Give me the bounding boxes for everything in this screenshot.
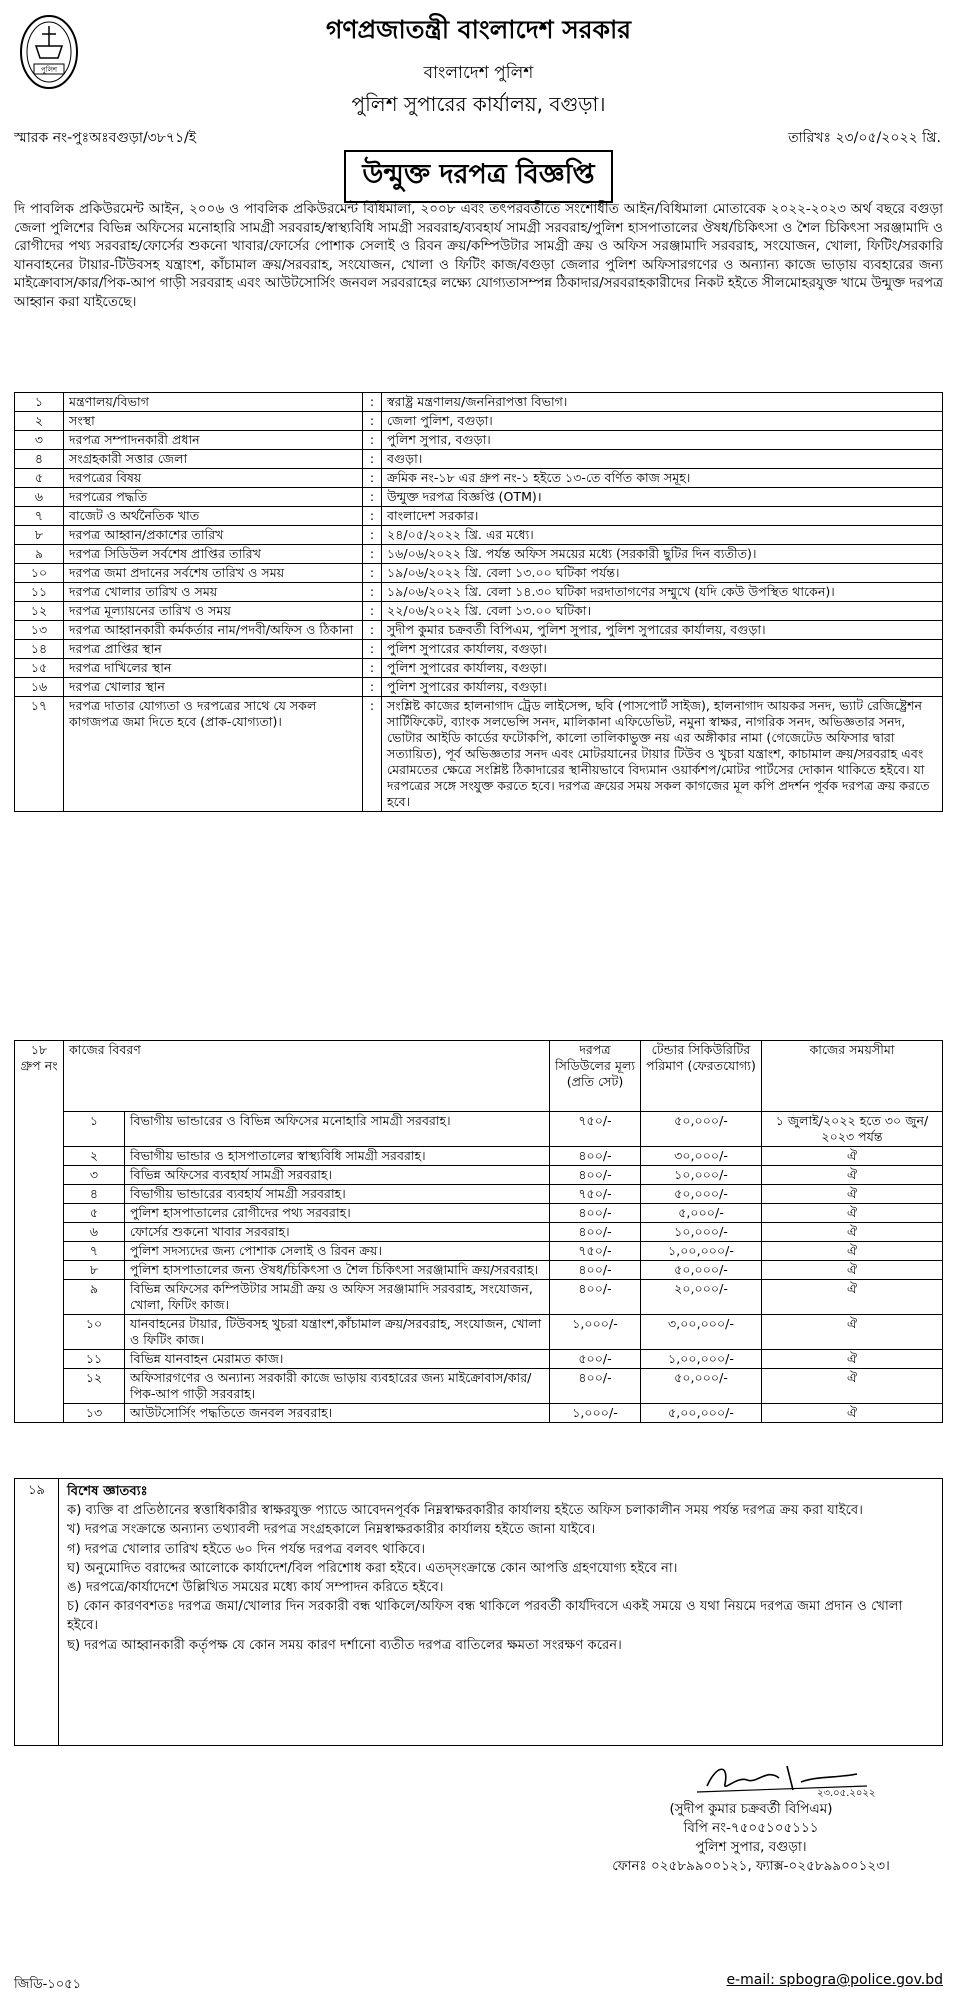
group-row-period: ঐ bbox=[762, 1166, 943, 1185]
group-row-period: ঐ bbox=[762, 1280, 943, 1315]
info-table bbox=[14, 392, 943, 812]
group-row-period: ঐ bbox=[762, 1204, 943, 1223]
special-note-item: ছ) দরপত্র আহ্বানকারী কর্তৃপক্ষ যে কোন সময় কারণ দর্শানো ব্যতীত দরপত্র বাতিলের ক্ষমতা সংরক্ষণ করেন। bbox=[67, 1637, 622, 1653]
info-row-colon: : bbox=[363, 507, 382, 526]
info-row bbox=[15, 640, 943, 659]
info-row-colon: : bbox=[363, 488, 382, 507]
info-row-label: দরপত্র আহ্বানকারী কর্মকর্তার নাম/পদবী/অফিস ও ঠিকানা bbox=[64, 621, 363, 640]
info-row-colon: : bbox=[363, 697, 382, 812]
contact-email[interactable]: e-mail: spbogra@police.gov.bd bbox=[726, 1972, 943, 1988]
info-row-number: ১৪ bbox=[15, 640, 64, 659]
group-row-period: ঐ bbox=[762, 1315, 943, 1350]
group-row-price: ৪০০/- bbox=[550, 1204, 641, 1223]
info-row-value: পুলিশ সুপারের কার্যালয়, বগুড়া। bbox=[382, 640, 943, 659]
group-row-price: ৭৫০/- bbox=[550, 1185, 641, 1204]
signatory-bp: বিপি নং-৭৫০৫১০৫১১১ bbox=[683, 1820, 819, 1836]
signatory-name: (সুদীপ কুমার চক্রবর্তী বিপিএম) bbox=[669, 1801, 833, 1817]
info-row-label: দরপত্রের বিষয় bbox=[64, 469, 363, 488]
group-row-description: পুলিশ হাসপাতালের জন্য ঔষধ/চিকিৎসা ও শৈল চিকিৎসা সরঞ্জামাদি ক্রয়/সরবরাহ। bbox=[125, 1261, 550, 1280]
header-schedule-price: দরপত্র সিডিউলের মূল্য (প্রতি সেট) bbox=[550, 1041, 641, 1112]
info-row-value: সংশ্লিষ্ট কাজের হালনাগাদ ট্রেড লাইসেন্স, ছবি (পাসপোর্ট সাইজ), হালনাগাদ আয়কর সনদ, ভ্যাট রেজিষ্ট্রেশন সার্টিফিকেট, ব্যাংক সলভেন্সি সনদ, মালিকানা এফিডেভিট, নমুনা স্বাক্ষর, নাগরিক সনদ, অভিজ্ঞতার সনদ, ভোটার আইডি কার্ডের ফটোকপি, কালো তালিকাভুক্ত নয় এর অঙ্গীকার নামা (গেজেটেড অফিসার দ্বারা সত্যায়িত), পূর্ব অভিজ্ঞতার সনদ এবং মোটরযানের টায়ার টিউব ও খুচরা যন্ত্রাংশ, কাচামাল ক্রয়/সরবরাহ এবং মেরামতের ক্ষেত্রে সংশ্লিষ্ট ঠিকাদারের স্থানীয়ভাবে বিদ্যমান ওয়ার্কশপ/মোটর পার্টসের দোকান থাকিতে হইবে। যা দরপত্রের সঙ্গে সংযুক্ত করতে হবে। দরপত্র ক্রয়ের সময় সকল কাগজের মূল কপি প্রদর্শন পূর্বক দরপত্র ক্রয় করতে হবে। bbox=[382, 697, 943, 812]
header bbox=[0, 0, 957, 190]
info-row-number: ১৭ bbox=[15, 697, 64, 812]
group-row-period: ঐ bbox=[762, 1261, 943, 1280]
special-note-item: গ) দরপত্র খোলার তারিখ হইতে ৬০ দিন পর্যন্ত দরপত্র বলবৎ থাকিবে। bbox=[67, 1541, 426, 1557]
info-row bbox=[15, 545, 943, 564]
group-row-description: বিভিন্ন অফিসের ব্যবহার্য সামগ্রী সরবরাহ। bbox=[125, 1166, 550, 1185]
special-notes bbox=[14, 1478, 943, 1746]
signatory-phone: ফোনঃ ০২৫৮৯৯০০১২১, ফ্যাক্স-০২৫৮৯৯০০১২৩। bbox=[612, 1858, 890, 1874]
special-note-item: ঙ) দরপত্রে/কার্যাদেশে উল্লিখিত সময়ের মধ্যে কার্য সম্পাদন করিতে হইবে। bbox=[67, 1580, 444, 1596]
group-row-price: ১,০০০/- bbox=[550, 1404, 641, 1423]
footer-id: জিডি-১০৫১ bbox=[14, 1977, 82, 1992]
info-row-number: ১৬ bbox=[15, 678, 64, 697]
info-row-value: বাংলাদেশ সরকার। bbox=[382, 507, 943, 526]
group-label: ১৮ গ্রুপ নং bbox=[15, 1041, 64, 1423]
group-row-period: ঐ bbox=[762, 1350, 943, 1369]
group-row-security: ১,০০,০০০/- bbox=[641, 1350, 762, 1369]
info-row-value: পুলিশ সুপার, বগুড়া। bbox=[382, 431, 943, 450]
info-row bbox=[15, 583, 943, 602]
group-row bbox=[15, 1112, 943, 1147]
group-row-security: ২০,০০০/- bbox=[641, 1280, 762, 1315]
info-row-value: পুলিশ সুপারের কার্যালয়, বগুড়া। bbox=[382, 678, 943, 697]
header-period: কাজের সময়সীমা bbox=[762, 1041, 943, 1112]
info-row-number: ২ bbox=[15, 412, 64, 431]
department-name: বাংলাদেশ পুলিশ bbox=[423, 63, 534, 83]
group-row-price: ৪০০/- bbox=[550, 1166, 641, 1185]
group-row-price: ৫০০/- bbox=[550, 1350, 641, 1369]
notice-title-box bbox=[0, 150, 957, 203]
info-row-colon: : bbox=[363, 469, 382, 488]
info-row-colon: : bbox=[363, 640, 382, 659]
info-row-value: ক্রমিক নং-১৮ এর গ্রুপ নং-১ হইতে ১৩-তে বর্ণিত কাজ সমূহ। bbox=[382, 469, 943, 488]
group-row-description: বিভিন্ন অফিসের কম্পিউটার সামগ্রী ক্রয় ও অফিস সরঞ্জামাদি সরবরাহ, সংযোজন, খোলা, ফিটিং কাজ। bbox=[125, 1280, 550, 1315]
group-row-number: ৩ bbox=[64, 1166, 125, 1185]
info-row bbox=[15, 678, 943, 697]
group-row-price: ৪০০/- bbox=[550, 1147, 641, 1166]
group-row-description: বিভাগীয় ভান্ডারের ব্যবহার্য সামগ্রী সরবরাহ। bbox=[125, 1185, 550, 1204]
memo-number: স্মারক নং-পুঃঅঃবগুড়া/৩৮৭১/ই bbox=[14, 130, 197, 146]
info-row-label: দরপত্র আহ্বান/প্রকাশের তারিখ bbox=[64, 526, 363, 545]
group-row bbox=[15, 1147, 943, 1166]
info-row-label: দরপত্রের পদ্ধতি bbox=[64, 488, 363, 507]
info-row-number: ৫ bbox=[15, 469, 64, 488]
group-row-number: ৬ bbox=[64, 1223, 125, 1242]
info-row-colon: : bbox=[363, 393, 382, 412]
group-row-period: ঐ bbox=[762, 1185, 943, 1204]
info-row-value: ১৯/০৬/২০২২ খ্রি. বেলা ১৩.০০ ঘটিকা পর্যন্ত। bbox=[382, 564, 943, 583]
group-row-security: ১০,০০০/- bbox=[641, 1166, 762, 1185]
group-row-number: ২ bbox=[64, 1147, 125, 1166]
info-row-value: বগুড়া। bbox=[382, 450, 943, 469]
info-row bbox=[15, 507, 943, 526]
info-row-number: ১৩ bbox=[15, 621, 64, 640]
group-row-security: ১০,০০০/- bbox=[641, 1223, 762, 1242]
info-row-colon: : bbox=[363, 450, 382, 469]
group-row-number: ৫ bbox=[64, 1204, 125, 1223]
group-row-period: ঐ bbox=[762, 1242, 943, 1261]
info-row-label: দরপত্র দাখিলের স্থান bbox=[64, 659, 363, 678]
special-note-item: খ) দরপত্র সংক্রান্তে অন্যান্য তথ্যাবলী দরপত্র সংগ্রহকালে নিম্নস্বাক্ষরকারীর কার্যালয় হইতে জানা যাইবে। bbox=[67, 1522, 596, 1538]
info-row-number: ৩ bbox=[15, 431, 64, 450]
group-row-number: ৯ bbox=[64, 1280, 125, 1315]
group-row bbox=[15, 1204, 943, 1223]
info-row bbox=[15, 697, 943, 812]
info-row bbox=[15, 526, 943, 545]
info-row-number: ১১ bbox=[15, 583, 64, 602]
group-row-description: বিভিন্ন যানবাহন মেরামত কাজ। bbox=[125, 1350, 550, 1369]
group-row-description: বিভাগীয় ভান্ডারের ও বিভিন্ন অফিসের মনোহারি সামগ্রী সরবরাহ। bbox=[125, 1112, 550, 1147]
special-note-item: ক) ব্যক্তি বা প্রতিষ্ঠানের স্বত্তাধিকারীর স্বাক্ষরযুক্ত প্যাডে আবেদনপূর্বক নিম্নস্বাক্ষরকারীর কার্যালয় হইতে অফিস চলাকালীন সময় পর্যন্ত দরপত্র ক্রয় করা যাইবে। bbox=[67, 1503, 863, 1519]
group-table-header bbox=[15, 1041, 943, 1112]
info-row-colon: : bbox=[363, 412, 382, 431]
group-row-description: অফিসারগণের ও অন্যান্য সরকারী কাজে ভাড়ায় ব্যবহারের জন্য মাইক্রোবাস/কার/পিক-আপ গাড়ী সরবরাহ। bbox=[125, 1369, 550, 1404]
group-row bbox=[15, 1280, 943, 1315]
group-row bbox=[15, 1261, 943, 1280]
group-row-price: ৭৫০/- bbox=[550, 1242, 641, 1261]
group-row-security: ৫০,০০০/- bbox=[641, 1185, 762, 1204]
info-row-colon: : bbox=[363, 526, 382, 545]
group-row-description: যানবাহনের টায়ার, টিউবসহ খুচরা যন্ত্রাংশ,কাঁচামাল ক্রয়/সরবরাহ, সংযোজন, খোলা ও ফিটিং কাজ। bbox=[125, 1315, 550, 1350]
group-row-period: ঐ bbox=[762, 1147, 943, 1166]
group-row-number: ৮ bbox=[64, 1261, 125, 1280]
group-row-number: ১১ bbox=[64, 1350, 125, 1369]
group-row-security: ৩,০০,০০০/- bbox=[641, 1315, 762, 1350]
group-row-price: ৪০০/- bbox=[550, 1280, 641, 1315]
signature-image bbox=[667, 1756, 897, 1798]
info-row-colon: : bbox=[363, 621, 382, 640]
info-row-number: ১২ bbox=[15, 602, 64, 621]
special-note-item: চ) কোন কারণবশতঃ দরপত্র জমা/খোলার দিন সরকারী বন্ধ থাকিলে/অফিস বন্ধ থাকিলে পরবর্তী কার্যদিবসে একই সময়ে ও যথা নিয়মে দরপত্র জমা প্রদান ও খোলা হইবে। bbox=[67, 1599, 903, 1634]
group-row bbox=[15, 1350, 943, 1369]
group-row-description: পুলিশ হাসপাতালের রোগীদের পথ্য সরবরাহ। bbox=[125, 1204, 550, 1223]
group-row-number: ১২ bbox=[64, 1369, 125, 1404]
signatory-title: পুলিশ সুপার, বগুড়া। bbox=[695, 1839, 807, 1855]
info-row-number: ৮ bbox=[15, 526, 64, 545]
group-row-number: ১০ bbox=[64, 1315, 125, 1350]
info-row-label: দরপত্র খোলার তারিখ ও সময় bbox=[64, 583, 363, 602]
info-row-label: দরপত্র প্রাপ্তির স্থান bbox=[64, 640, 363, 659]
notice-date: তারিখঃ ২৩/০৫/২০২২ খ্রি. bbox=[788, 130, 941, 146]
group-row bbox=[15, 1185, 943, 1204]
info-row-value: ১৬/০৬/২০২২ খ্রি. পর্যন্ত অফিস সময়ের মধ্যে (সরকারী ছুটির দিন ব্যতীত)। bbox=[382, 545, 943, 564]
group-row-period: ঐ bbox=[762, 1223, 943, 1242]
info-row-value: স্বরাষ্ট্র মন্ত্রণালয়/জননিরাপত্তা বিভাগ। bbox=[382, 393, 943, 412]
info-row bbox=[15, 431, 943, 450]
info-row-label: সংগ্রহকারী সত্তার জেলা bbox=[64, 450, 363, 469]
info-row bbox=[15, 393, 943, 412]
signature-block bbox=[561, 1800, 941, 1876]
info-row-label: সংস্থা bbox=[64, 412, 363, 431]
group-row-security: ১,০০,০০০/- bbox=[641, 1242, 762, 1261]
group-row bbox=[15, 1369, 943, 1404]
info-row bbox=[15, 412, 943, 431]
info-row-number: ৯ bbox=[15, 545, 64, 564]
info-row-colon: : bbox=[363, 678, 382, 697]
group-row-security: ৫০,০০০/- bbox=[641, 1261, 762, 1280]
info-row-label: দরপত্র সিডিউল সর্বশেষ প্রাপ্তির তারিখ bbox=[64, 545, 363, 564]
group-row-security: ৩০,০০০/- bbox=[641, 1147, 762, 1166]
group-row-description: আউটসোর্সিং পদ্ধতিতে জনবল সরবরাহ। bbox=[125, 1404, 550, 1423]
info-row bbox=[15, 564, 943, 583]
special-notes-heading: বিশেষ জ্ঞাতব্যঃ bbox=[67, 1484, 148, 1499]
group-row-price: ৪০০/- bbox=[550, 1369, 641, 1404]
header-description: কাজের বিবরণ bbox=[64, 1041, 550, 1112]
special-notes-number: ১৯ bbox=[15, 1479, 59, 1745]
office-name: পুলিশ সুপারের কার্যালয়, বগুড়া। bbox=[351, 92, 606, 116]
info-row-label: দরপত্র মূল্যায়নের তারিখ ও সময় bbox=[64, 602, 363, 621]
group-row-security: ৫০,০০০/- bbox=[641, 1112, 762, 1147]
info-row bbox=[15, 621, 943, 640]
info-row-number: ১০ bbox=[15, 564, 64, 583]
group-row-price: ৪০০/- bbox=[550, 1261, 641, 1280]
info-row-number: ৪ bbox=[15, 450, 64, 469]
group-row-price: ৭৫০/- bbox=[550, 1112, 641, 1147]
group-row-period: ঐ bbox=[762, 1369, 943, 1404]
group-row bbox=[15, 1315, 943, 1350]
group-row bbox=[15, 1166, 943, 1185]
group-row-price: ৪০০/- bbox=[550, 1223, 641, 1242]
government-title: গণপ্রজাতন্ত্রী বাংলাদেশ সরকার bbox=[326, 15, 631, 44]
intro-paragraph: দি পাবলিক প্রকিউরমেন্ট আইন, ২০০৬ ও পাবলিক প্রকিউরমেন্ট বিধিমালা, ২০০৮ এবং তৎপরবর্তীতে সংশোধীত আইন/বিধিমালা মোতাবেক ২০২২-২০২৩ অর্থ বছরে বগুড়া জেলা পুলিশের বিভিন্ন অফিসের মনোহারি সামগ্রী সরবরাহ/স্বাস্থ্যবিধি সামগ্রী সরবরাহ/ব্যবহার্য সামগ্রী সরবরাহ/পুলিশ হাসপাতালের ঔষধ/চিকিৎসা ও শৈল চিকিৎসা সরঞ্জামাদি ও রোগীদের পথ্য সরবরাহ/ফোর্সের শুকনো খাবার/ফোর্সের পোশাক সেলাই ও রিবন ক্রয়/কম্পিউটার সামগ্রী ক্রয় ও অফিস সরঞ্জামাদি সরবরাহ, সংযোজন, খোলা, ফিটিং/সরকারি যানবাহনের টায়ার-টিউবসহ যন্ত্রাংশ, কাঁচামাল ক্রয়/সরবরাহ, সংযোজন, খোলা ও ফিটিং কাজ/বগুড়া জেলার পুলিশ অফিসারগণের ও অন্যান্য কাজে ভাড়ায় ব্যবহারের জন্য মাইক্রোবাস/কার/পিক-আপ গাড়ী সরবরাহ এবং আউটসোর্সিং জনবল সরবরাহের লক্ষ্যে যোগ্যতাসম্পন্ন ঠিকাদার/সরবরাহকারীদের নিকট হইতে সীলমোহরযুক্ত খামে উন্মুক্ত দরপত্র আহ্বান করা যাইতেছে। bbox=[14, 201, 943, 310]
group-row bbox=[15, 1404, 943, 1423]
group-row-number: ১৩ bbox=[64, 1404, 125, 1423]
info-row-number: ১৫ bbox=[15, 659, 64, 678]
group-row bbox=[15, 1223, 943, 1242]
info-row-colon: : bbox=[363, 545, 382, 564]
info-row-number: ৬ bbox=[15, 488, 64, 507]
group-row-number: ১ bbox=[64, 1112, 125, 1147]
info-row bbox=[15, 469, 943, 488]
info-row-colon: : bbox=[363, 564, 382, 583]
special-note-item: ঘ) অনুমোদিত বরাদ্দের আলোকে কার্যাদেশ/বিল পরিশোধ করা হইবে। এতদ্সংক্রান্তে কোন আপত্তি গ্রহণযোগ্য হইবে না। bbox=[67, 1560, 678, 1576]
info-row-number: ১ bbox=[15, 393, 64, 412]
group-row-description: পুলিশ সদস্যদের জন্য পোশাক সেলাই ও রিবন ক্রয়। bbox=[125, 1242, 550, 1261]
special-notes-body bbox=[67, 1482, 934, 1655]
info-row bbox=[15, 602, 943, 621]
info-row-value: ২২/০৬/২০২২ খ্রি. বেলা ১৩.০০ ঘটিকা। bbox=[382, 602, 943, 621]
group-row-description: ফোর্সের শুকনো খাবার সরবরাহ। bbox=[125, 1223, 550, 1242]
group-row-description: বিভাগীয় ভান্ডার ও হাসপাতালের স্বাস্থ্যবিধি সামগ্রী সরবরাহ। bbox=[125, 1147, 550, 1166]
info-row bbox=[15, 488, 943, 507]
info-row-colon: : bbox=[363, 431, 382, 450]
notice-title: উন্মুক্ত দরপত্র বিজ্ঞপ্তি bbox=[344, 150, 612, 203]
group-row-price: ১,০০০/- bbox=[550, 1315, 641, 1350]
emblem-text: পুলিশ bbox=[40, 66, 58, 74]
info-row-label: দরপত্র দাতার যোগ্যতা ও দরপত্রের সাথে যে সকল কাগজপত্র জমা দিতে হবে (প্রাক-যোগ্যতা)। bbox=[64, 697, 363, 812]
info-row-value: ২৪/০৫/২০২২ খ্রি. এর মধ্যে। bbox=[382, 526, 943, 545]
group-row-period: ঐ bbox=[762, 1404, 943, 1423]
group-row-period: ১ জুলাই/২০২২ হতে ৩০ জুন/২০২৩ পর্যন্ত bbox=[762, 1112, 943, 1147]
info-row-value: সুদীপ কুমার চক্রবর্তী বিপিএম, পুলিশ সুপার, পুলিশ সুপারের কার্যালয়, বগুড়া। bbox=[382, 621, 943, 640]
info-row bbox=[15, 659, 943, 678]
info-row-colon: : bbox=[363, 659, 382, 678]
info-row-label: দরপত্র সম্পাদনকারী প্রধান bbox=[64, 431, 363, 450]
header-security: টেন্ডার সিকিউরিটির পরিমাণ (ফেরতযোগ্য) bbox=[641, 1041, 762, 1112]
group-table bbox=[14, 1040, 943, 1423]
info-row-value: উন্মুক্ত দরপত্র বিজ্ঞপ্তি (OTM)। bbox=[382, 488, 943, 507]
info-row-label: বাজেট ও অর্থনৈতিক খাত bbox=[64, 507, 363, 526]
info-row-colon: : bbox=[363, 583, 382, 602]
group-row-security: ৫,০০০/- bbox=[641, 1204, 762, 1223]
info-row-value: জেলা পুলিশ, বগুড়া। bbox=[382, 412, 943, 431]
signature-date: ২৩.০৫.২০২২ bbox=[817, 1788, 876, 1798]
info-row bbox=[15, 450, 943, 469]
info-row-colon: : bbox=[363, 602, 382, 621]
group-row-security: ৫০,০০০/- bbox=[641, 1369, 762, 1404]
info-row-label: দরপত্র জমা প্রদানের সর্বশেষ তারিখ ও সময় bbox=[64, 564, 363, 583]
info-row-label: দরপত্র খোলার স্থান bbox=[64, 678, 363, 697]
info-row-number: ৭ bbox=[15, 507, 64, 526]
group-row-number: ৭ bbox=[64, 1242, 125, 1261]
info-row-value: ১৯/০৬/২০২২ খ্রি. বেলা ১৪.৩০ ঘটিকা দরদাতাগণের সম্মুখে (যদি কেউ উপস্থিত থাকেন)। bbox=[382, 583, 943, 602]
info-row-value: পুলিশ সুপারের কার্যালয়, বগুড়া। bbox=[382, 659, 943, 678]
group-row-number: ৪ bbox=[64, 1185, 125, 1204]
info-row-label: মন্ত্রণালয়/বিভাগ bbox=[64, 393, 363, 412]
group-row-security: ৫,০০,০০০/- bbox=[641, 1404, 762, 1423]
group-row bbox=[15, 1242, 943, 1261]
